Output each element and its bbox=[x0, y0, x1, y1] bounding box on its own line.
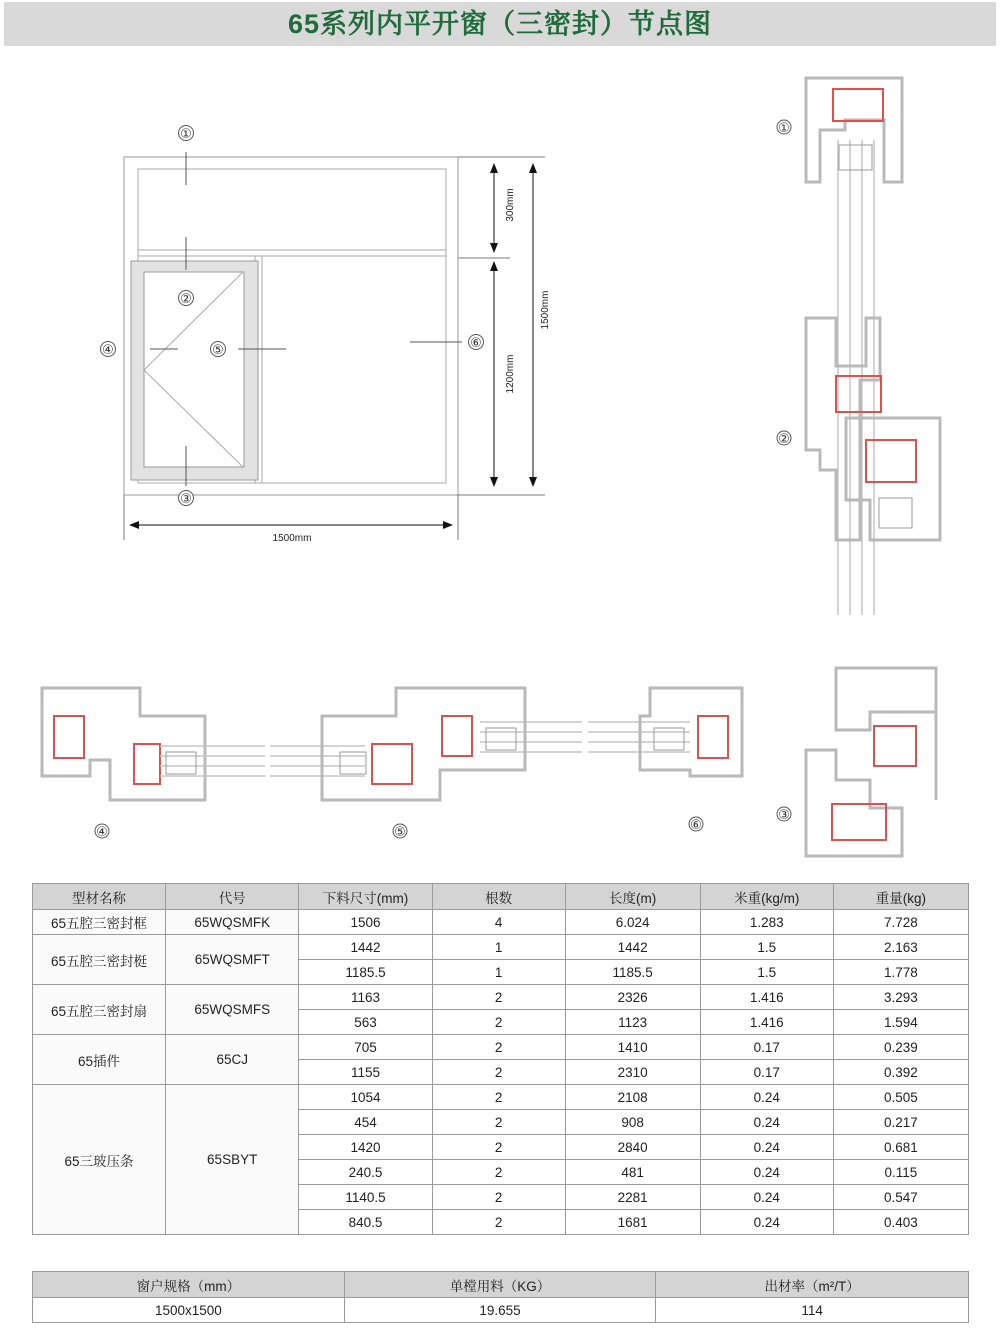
window-summary-table bbox=[32, 1271, 969, 1323]
length: 2326 bbox=[565, 985, 700, 1010]
cut-size: 840.5 bbox=[299, 1210, 432, 1235]
profile-code: 65WQSMFS bbox=[165, 985, 298, 1035]
weight: 2.163 bbox=[833, 935, 968, 960]
meter-weight: 0.24 bbox=[700, 1135, 833, 1160]
length: 908 bbox=[565, 1110, 700, 1135]
cut-size: 454 bbox=[299, 1110, 432, 1135]
count: 2 bbox=[432, 1060, 565, 1085]
weight: 0.547 bbox=[833, 1185, 968, 1210]
profile-name: 65五腔三密封框 bbox=[33, 910, 166, 935]
callout-1-label: ① bbox=[180, 126, 192, 141]
col-header-name: 型材名称 bbox=[33, 884, 166, 910]
cut-size: 240.5 bbox=[299, 1160, 432, 1185]
weight: 0.217 bbox=[833, 1110, 968, 1135]
callout-3-label: ③ bbox=[180, 491, 192, 506]
dim-total-height: 1500mm bbox=[540, 290, 551, 330]
weight: 0.681 bbox=[833, 1135, 968, 1160]
dim-bottom-height: 1200mm bbox=[505, 354, 516, 394]
summary-header-material: 单樘用料（KG） bbox=[344, 1272, 656, 1298]
table-row bbox=[33, 985, 969, 1010]
page-title: 65系列内平开窗（三密封）节点图 bbox=[4, 2, 996, 46]
count: 2 bbox=[432, 1210, 565, 1235]
weight: 0.239 bbox=[833, 1035, 968, 1060]
meter-weight: 0.24 bbox=[700, 1185, 833, 1210]
col-header-cut-size: 下料尺寸(mm) bbox=[299, 884, 432, 910]
meter-weight: 0.24 bbox=[700, 1085, 833, 1110]
col-header-weight: 重量(kg) bbox=[833, 884, 968, 910]
cut-size: 705 bbox=[299, 1035, 432, 1060]
count: 1 bbox=[432, 960, 565, 985]
cut-size: 1140.5 bbox=[299, 1185, 432, 1210]
material-spec-table bbox=[32, 883, 969, 1235]
meter-weight: 1.5 bbox=[700, 935, 833, 960]
summary-yield-value: 114 bbox=[656, 1298, 969, 1323]
callout-4-label: ④ bbox=[102, 342, 114, 357]
profile-name: 65五腔三密封扇 bbox=[33, 985, 166, 1035]
callout-6-label: ⑥ bbox=[470, 335, 482, 350]
table-row bbox=[33, 910, 969, 935]
profile-code: 65SBYT bbox=[165, 1085, 298, 1235]
count: 2 bbox=[432, 1085, 565, 1110]
count: 2 bbox=[432, 1185, 565, 1210]
meter-weight: 1.283 bbox=[700, 910, 833, 935]
length: 1681 bbox=[565, 1210, 700, 1235]
weight: 3.293 bbox=[833, 985, 968, 1010]
count: 2 bbox=[432, 1135, 565, 1160]
summary-value-row bbox=[33, 1298, 969, 1323]
summary-material-value: 19.655 bbox=[344, 1298, 656, 1323]
horizontal-section bbox=[42, 688, 742, 800]
length: 2281 bbox=[565, 1185, 700, 1210]
count: 2 bbox=[432, 985, 565, 1010]
summary-header-yield: 出材率（m²/T） bbox=[656, 1272, 969, 1298]
cut-size: 1163 bbox=[299, 985, 432, 1010]
count: 2 bbox=[432, 1110, 565, 1135]
count: 1 bbox=[432, 935, 565, 960]
count: 4 bbox=[432, 910, 565, 935]
length: 1185.5 bbox=[565, 960, 700, 985]
length: 1410 bbox=[565, 1035, 700, 1060]
horizontal-callout-4-label: ④ bbox=[96, 824, 108, 839]
meter-weight: 0.17 bbox=[700, 1060, 833, 1085]
length: 2108 bbox=[565, 1085, 700, 1110]
length: 481 bbox=[565, 1160, 700, 1185]
col-header-code: 代号 bbox=[165, 884, 298, 910]
cut-size: 1420 bbox=[299, 1135, 432, 1160]
length: 2840 bbox=[565, 1135, 700, 1160]
profile-name: 65插件 bbox=[33, 1035, 166, 1085]
weight: 0.403 bbox=[833, 1210, 968, 1235]
meter-weight: 1.416 bbox=[700, 985, 833, 1010]
dim-width: 1500mm bbox=[272, 533, 312, 544]
profile-code: 65CJ bbox=[165, 1035, 298, 1085]
length: 2310 bbox=[565, 1060, 700, 1085]
meter-weight: 0.24 bbox=[700, 1110, 833, 1135]
count: 2 bbox=[432, 1160, 565, 1185]
vertical-section bbox=[806, 78, 940, 856]
vertical-callout-2-label: ② bbox=[778, 431, 790, 446]
horizontal-callout-5-label: ⑤ bbox=[394, 824, 406, 839]
count: 2 bbox=[432, 1010, 565, 1035]
weight: 0.115 bbox=[833, 1160, 968, 1185]
weight: 1.594 bbox=[833, 1010, 968, 1035]
col-header-meter-weight: 米重(kg/m) bbox=[700, 884, 833, 910]
cut-size: 1054 bbox=[299, 1085, 432, 1110]
length: 6.024 bbox=[565, 910, 700, 935]
profile-code: 65WQSMFK bbox=[165, 910, 298, 935]
profile-code: 65WQSMFT bbox=[165, 935, 298, 985]
col-header-count: 根数 bbox=[432, 884, 565, 910]
meter-weight: 0.17 bbox=[700, 1035, 833, 1060]
cut-size: 1155 bbox=[299, 1060, 432, 1085]
cut-size: 1506 bbox=[299, 910, 432, 935]
length: 1442 bbox=[565, 935, 700, 960]
summary-size-value: 1500x1500 bbox=[33, 1298, 345, 1323]
table-row bbox=[33, 1035, 969, 1060]
meter-weight: 1.5 bbox=[700, 960, 833, 985]
table-row bbox=[33, 1085, 969, 1110]
weight: 0.392 bbox=[833, 1060, 968, 1085]
count: 2 bbox=[432, 1035, 565, 1060]
cut-size: 1442 bbox=[299, 935, 432, 960]
length: 1123 bbox=[565, 1010, 700, 1035]
profile-name: 65五腔三密封梃 bbox=[33, 935, 166, 985]
summary-header-size: 窗户规格（mm） bbox=[33, 1272, 345, 1298]
profile-name: 65三玻压条 bbox=[33, 1085, 166, 1235]
cut-size: 1185.5 bbox=[299, 960, 432, 985]
col-header-length: 长度(m) bbox=[565, 884, 700, 910]
meter-weight: 1.416 bbox=[700, 1010, 833, 1035]
cut-size: 563 bbox=[299, 1010, 432, 1035]
vertical-callout-1-label: ① bbox=[778, 120, 790, 135]
meter-weight: 0.24 bbox=[700, 1160, 833, 1185]
summary-header-row bbox=[33, 1272, 969, 1298]
weight: 0.505 bbox=[833, 1085, 968, 1110]
weight: 7.728 bbox=[833, 910, 968, 935]
vertical-callout-3-label: ③ bbox=[778, 807, 790, 822]
callout-2-label: ② bbox=[180, 291, 192, 306]
dim-top-height: 300mm bbox=[505, 188, 516, 222]
spec-header-row bbox=[33, 884, 969, 910]
horizontal-callout-6-label: ⑥ bbox=[690, 817, 702, 832]
callout-5-label: ⑤ bbox=[212, 342, 224, 357]
weight: 1.778 bbox=[833, 960, 968, 985]
table-row bbox=[33, 935, 969, 960]
meter-weight: 0.24 bbox=[700, 1210, 833, 1235]
